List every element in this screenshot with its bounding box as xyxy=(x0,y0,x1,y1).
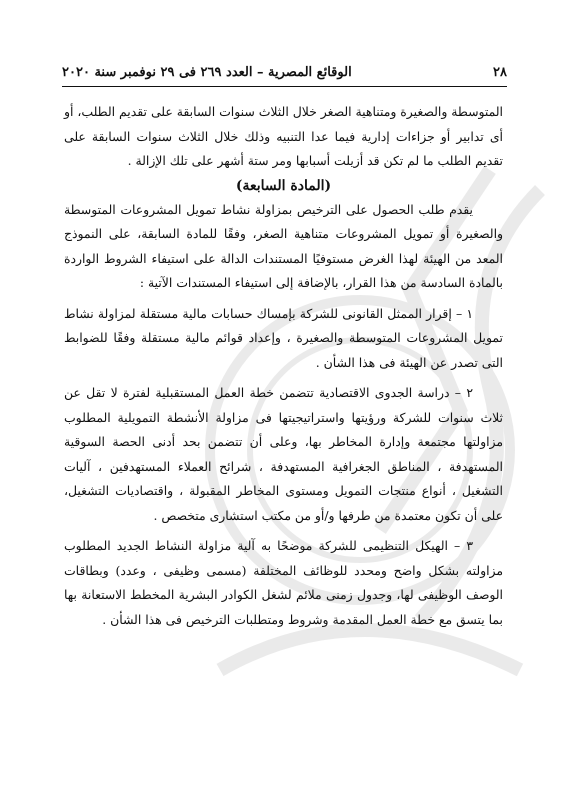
journal-issue-line: الوقائع المصرية – العدد ٢٦٩ فى ٢٩ نوفمبر سنة ٢٠٢٠ xyxy=(62,64,352,80)
header-divider xyxy=(62,86,507,87)
page-number: ٢٨ xyxy=(493,64,507,80)
list-item: ٣ – الهيكل التنظيمى للشركة موضحًا به آلية مزاولة النشاط الجديد المطلوب مزاولته بشكل واضح ومحدد للوظائف المختلفة (مسمى وظيفى ، وعدد) وبطاقات الوصف الوظيفى لها، وجدول زمنى ملائم لشغل الكوادر البشرية المخطط الاستعانة بها بما يتسق مع خطة العمل المقدمة وشروط ومتطلبات الترخيص فى هذا الشأن . xyxy=(64,538,503,627)
page-header xyxy=(62,62,507,82)
list-item: ٢ – دراسة الجدوى الاقتصادية تتضمن خطة العمل المستقبلية لفترة لا تقل عن ثلاث سنوات للشركة ورؤيتها واستراتيجيتها فى مزاولة الأنشطة التمويلية المطلوب مزاولتها مجتمعة وإدارة المخاطر بها، وعلى أن تتضمن بحد أدنى الحصة السوقية المستهدفة ، المناطق الجغرافية المستهدفة ، شرائح العملاء المستهدفين ، آليات التشغيل ، أنواع منتجات التمويل ومستوى المخاطر المقبولة ، واقتصاديات التشغيل، على أن تكون معتمدة من طرفها و/أو من مكتب استشارى متخصص . xyxy=(64,385,503,523)
document-body xyxy=(64,100,503,632)
article-paragraph: يقدم طلب الحصول على الترخيص بمزاولة نشاط تمويل المشروعات المتوسطة والصغيرة أو تمويل المشروعات متناهية الصغر، وفقًا للمادة السابقة، على النموذج المعد من الهيئة لهذا الغرض مستوفيًا المستندات الدالة على استيفاء الشروط الواردة بالمادة السادسة من هذا القرار، بالإضافة إلى استيفاء المستندات الآتية : xyxy=(64,201,503,290)
list-item: ١ – إقرار الممثل القانونى للشركة بإمساك حسابات مالية مستقلة لمزاولة نشاط تمويل المشروعات المتوسطة والصغيرة ، وإعداد قوائم مالية مستقلة وفقًا للضوابط التى تصدر عن الهيئة فى هذا الشأن . xyxy=(64,305,503,370)
intro-paragraph: المتوسطة والصغيرة ومتناهية الصغر خلال الثلاث سنوات السابقة على تقديم الطلب، أو أى تدابير أو جزاءات إدارية فيما عدا التنبيه وذلك خلال الثلاث سنوات السابقة على تقديم الطلب ما لم تكن قد أزيلت أسبابها ومر ستة أشهر على تلك الإزالة . xyxy=(64,104,503,168)
article-title: (المادة السابعة) xyxy=(235,177,332,194)
